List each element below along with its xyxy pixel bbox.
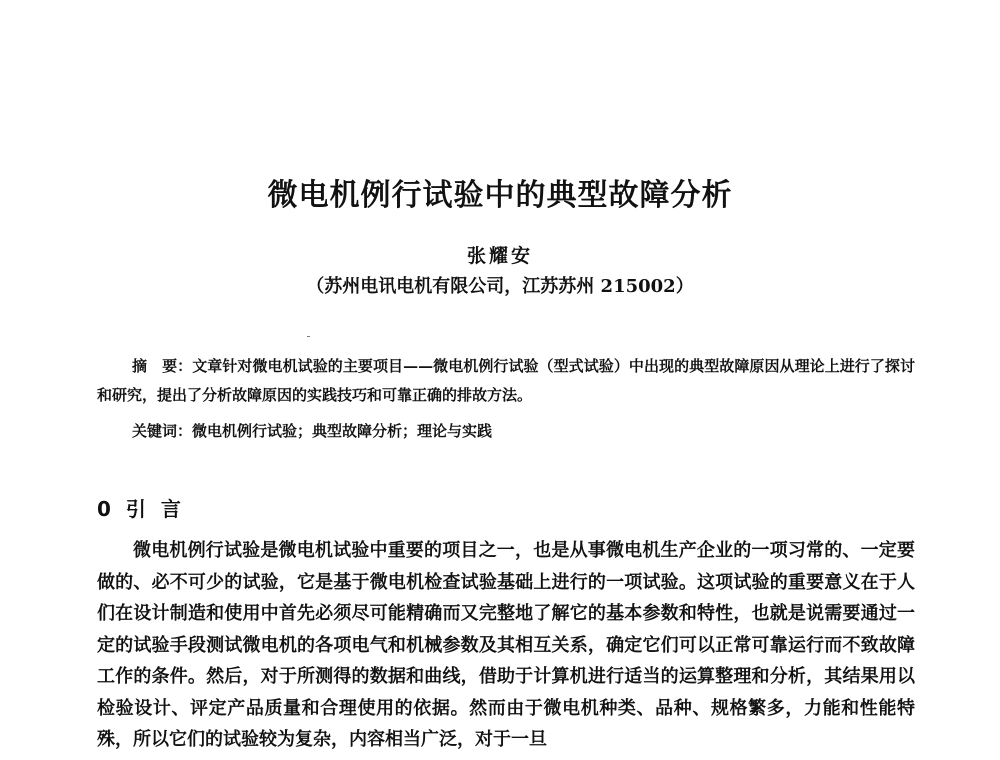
paper-title: 微电机例行试验中的典型故障分析 [267,178,733,213]
keywords-label: 关键词： [132,422,193,440]
keywords-block [132,417,922,446]
keywords-text: 微电机例行试验；典型故障分析；理论与实践 [192,422,493,440]
scan-mark [307,336,310,337]
abstract-label: 摘 要： [132,357,193,375]
author-name: 张耀安 [466,245,533,267]
abstract-text: 文章针对微电机试验的主要项目——微电机例行试验（型式试验）中出现的典型故障原因从理论上进行了探讨和研究，提出了分析故障原因的实践技巧和可靠正确的排故方法。 [97,357,915,404]
abstract-block [97,352,915,410]
section-heading-introduction: 0 引 言 [97,497,185,521]
body-paragraph: 微电机例行试验是微电机试验中重要的项目之一，也是从事微电机生产企业的一项习常的、一定要做的、必不可少的试验，它是基于微电机检查试验基础上进行的一项试验。这项试验的重要意义在于人们在设计制造和使用中首先必须尽可能精确而又完整地了解它的基本参数和特性，也就是说需要通过一定的试验手段测试微电机的各项电气和机械参数及其相互关系，确定它们可以正常可靠运行而不致故障工作的条件。然后，对于所测得的数据和曲线，借助于计算机进行适当的运算整理和分析，其结果用以检验设计、评定产品质量和合理使用的依据。然而由于微电机种类、品种、规格繁多，力能和性能特殊，所以它们的试验较为复杂，内容相当广泛，对于一旦 [97,540,915,750]
author-affiliation: （苏州电讯电机有限公司，江苏苏州 215002） [306,276,694,297]
